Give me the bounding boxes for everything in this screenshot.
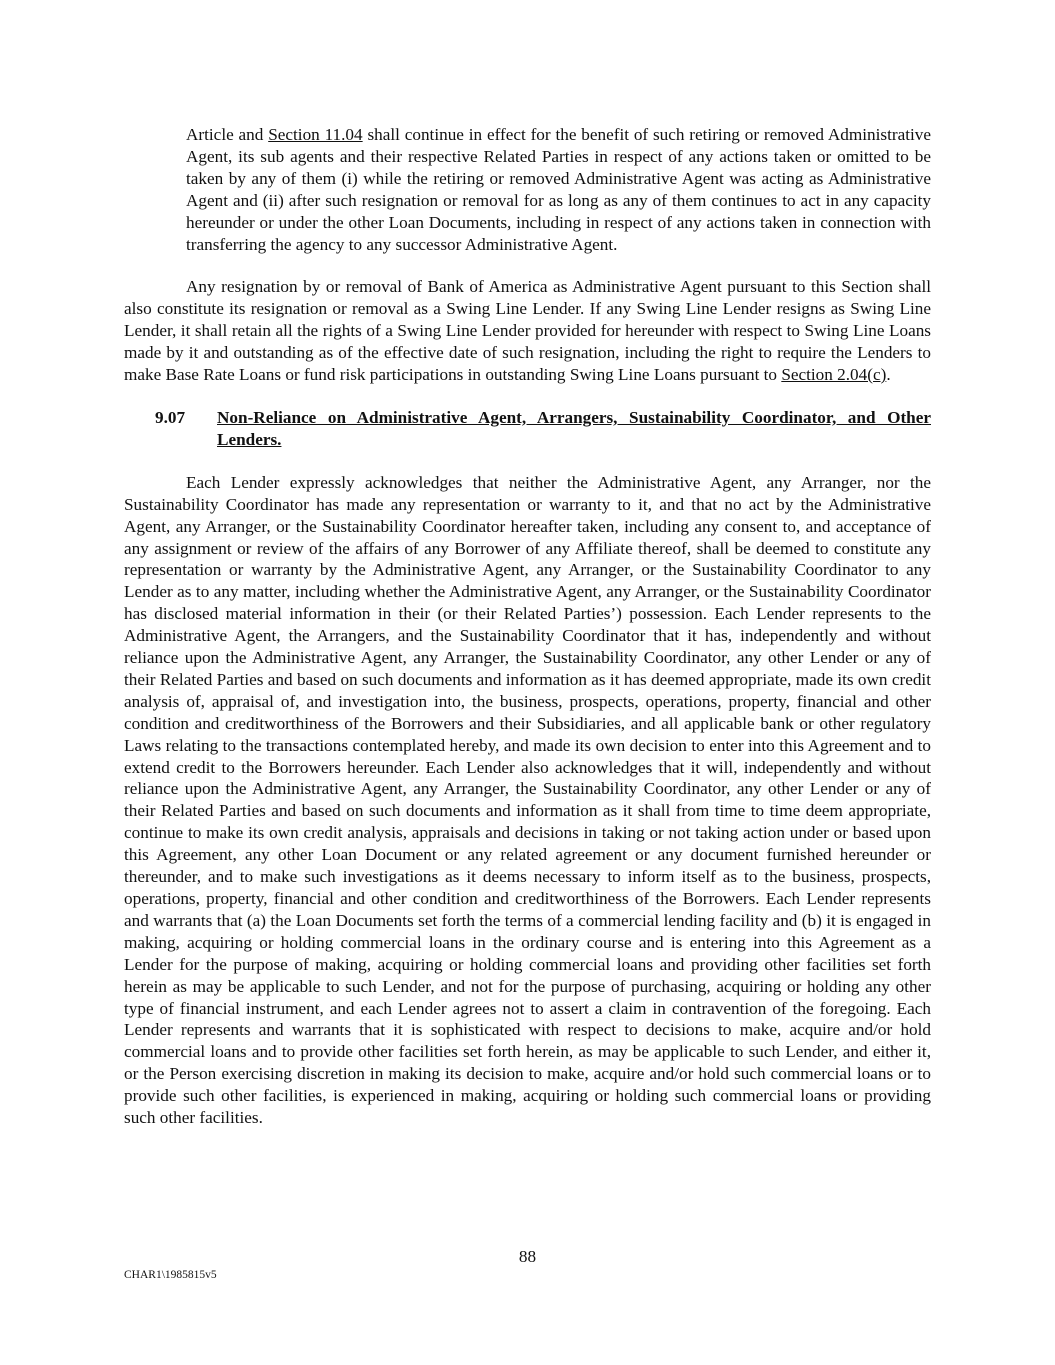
paragraph-text: shall continue in effect for the benefit of such retiring or removed Administrative Agent, its sub agents and their respective Related Parties in respect of any actions taken or omitted to be taken by any of them (i) while the retiring or removed Administrative Agent was acting as Administrative Agent and (ii) after such resignation or removal for as long as any of them continues to act in any capacity hereunder or under the other Loan Documents, including in respect of any actions taken in connection with transferring the agency to any successor Administrative Agent. bbox=[186, 125, 931, 254]
section-reference-link: Section 11.04 bbox=[268, 125, 363, 144]
non-reliance-paragraph: Each Lender expressly acknowledges that neither the Administrative Agent, any Arranger, nor the Sustainability Coordinator has made any representation or warranty to it, and that no act by the Administrative Agent, any Arranger, or the Sustainability Coordinator hereafter taken, including any consent to, and acceptance of any assignment or review of the affairs of any Borrower of any Affiliate thereof, shall be deemed to constitute any representation or warranty by the Administrative Agent, any Arranger, or the Sustainability Coordinator to any Lender as to any matter, including whether the Administrative Agent, any Arranger, or the Sustainability Coordinator has disclosed material information in their (or their Related Parties’) possession. Each Lender represents to the Administrative Agent, the Arrangers, and the Sustainability Coordinator that it has, independently and without reliance upon the Administrative Agent, any Arranger, the Sustainability Coordinator, any other Lender or any of their Related Parties and based on such documents and information as it has deemed appropriate, made its own credit analysis of, appraisal of, and investigation into, the business, prospects, operations, property, financial and other condition and creditworthiness of the Borrowers and their Subsidiaries, and all applicable bank or other regulatory Laws relating to the transactions contemplated hereby, and made its own decision to enter into this Agreement and to extend credit to the Borrowers hereunder. Each Lender also acknowledges that it will, independently and without reliance upon the Administrative Agent, any Arranger, the Sustainability Coordinator, any other Lender or any of their Related Parties and based on such documents and information as it shall from time to time deem appropriate, continue to make its own credit analysis, appraisals and decisions in taking or not taking action under or based upon this Agreement, any other Loan Document or any related agreement or any document furnished hereunder or thereunder, and to make such investigations as it deems necessary to inform itself as to the business, prospects, operations, property, financial and other condition and creditworthiness of the Borrowers. Each Lender represents and warrants that (a) the Loan Documents set forth the terms of a commercial lending facility and (b) it is engaged in making, acquiring or holding commercial loans in the ordinary course and is entering into this Agreement as a Lender for the purpose of making, acquiring or holding commercial loans and providing other facilities set forth herein as may be applicable to such Lender, and not for the purpose of purchasing, acquiring or holding any other type of financial instrument, and each Lender agrees not to assert a claim in contravention of the foregoing. Each Lender represents and warrants that it is sophisticated with respect to decisions to make, acquire and/or hold commercial loans and to provide other facilities set forth herein, as may be applicable to such Lender, and either it, or the Person exercising discretion in making its decision to make, acquire and/or hold such commercial loans or to provide such other facilities, is experienced in making, acquiring or holding such commercial loans or providing such other facilities. bbox=[124, 472, 931, 1128]
section-number: 9.07 bbox=[155, 407, 186, 427]
document-page bbox=[124, 124, 931, 1129]
document-footer-code: CHAR1\1985815v5 bbox=[124, 1269, 217, 1281]
paragraph-text: Article and bbox=[186, 125, 269, 144]
paragraph-text: Any resignation by or removal of Bank of America as Administrative Agent pursuant to this Section shall also constitute its resignation or removal as a Swing Line Lender. If any Swing Line Lender resigns as Swing Line Lender, it shall retain all the rights of a Swing Line Lender provided for hereunder with respect to Swing Line Loans made by it and outstanding as of the effective date of such resignation, including the right to require the Lenders to make Base Rate Loans or fund risk participations in outstanding Swing Line Loans pursuant to bbox=[124, 277, 931, 385]
section-heading bbox=[155, 407, 931, 451]
section-reference-link: Section 2.04(c) bbox=[781, 365, 887, 385]
section-title: Non-Reliance on Administrative Agent, Arrangers, Sustainability Coordinator, and Other Lenders. bbox=[217, 407, 931, 449]
resignation-paragraph bbox=[124, 276, 931, 386]
continuation-paragraph bbox=[186, 124, 931, 255]
page-number: 88 bbox=[518, 1247, 537, 1266]
paragraph-text: . bbox=[886, 365, 891, 385]
